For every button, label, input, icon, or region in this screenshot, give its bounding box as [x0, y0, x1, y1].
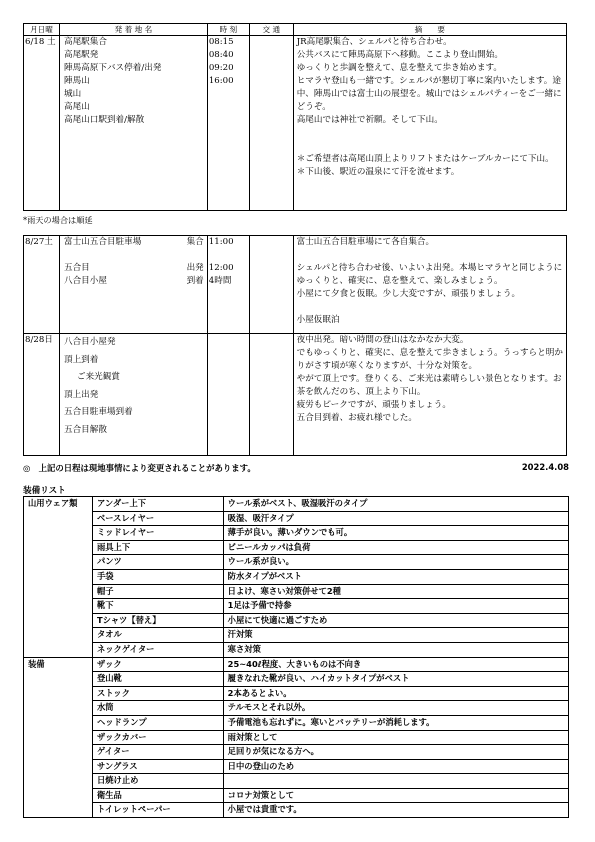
remark-spacer	[297, 127, 564, 153]
notice-text: ◎ 上記の日程は現地事情により変更されることがあります。	[23, 463, 256, 473]
place-item: 高尾駅集合	[63, 37, 107, 47]
equipment-item-note: テルモスとそれ以外。	[223, 701, 568, 716]
rain-note: *雨天の場合は順延	[23, 215, 93, 225]
equipment-item-note: 予備電池も忘れずに。寒いとバッテリーが消耗します。	[223, 715, 568, 730]
place-item	[64, 236, 207, 249]
equipment-item-name: ゲイター	[92, 745, 223, 760]
equipment-row	[24, 628, 569, 643]
equipment-item-name: 衛生品	[92, 788, 223, 803]
equipment-item-note: 足回りが気になる方へ。	[223, 745, 568, 760]
remark-line: ＊ご希望者は高尾山頂上よりリフトまたはケーブルカーにて下山。	[296, 154, 554, 164]
place-item: 五合目駐車場到着	[63, 407, 133, 417]
equipment-list-title: 装備リスト	[23, 486, 66, 496]
place-item: 五合目解散	[63, 424, 107, 435]
header-place: 発 着 地 名	[59, 24, 207, 36]
remark-line: 公共バスにて陣馬高原下へ移動。ここより登山開始。	[296, 50, 503, 60]
equipment-item-note: コロナ対策として	[223, 788, 568, 803]
equipment-table	[23, 496, 569, 818]
schedule-day-row	[24, 236, 567, 334]
equipment-item-note: ウール系がベスト、吸湿吸汗のタイプ	[223, 497, 568, 512]
equipment-item-note: ビニールカッパは負荷	[223, 540, 568, 555]
equipment-row	[24, 657, 569, 672]
time-item: 08:15	[208, 37, 234, 47]
equipment-row	[24, 803, 569, 818]
schedule-change-notice	[23, 462, 569, 474]
equipment-category: 山用ウェア類	[24, 497, 93, 658]
transport-cell	[249, 236, 293, 334]
equipment-item-note: 25~40ℓ程度、大きいものは不向き	[223, 657, 568, 672]
equipment-item-note: 防水タイプがベスト	[223, 569, 568, 584]
equipment-item-name: 水筒	[92, 701, 223, 716]
place-name: 八合目小屋	[63, 276, 107, 286]
remark-line: 富士山五合目駐車場にて各自集合。	[296, 237, 435, 247]
remark-line: 夜中出発。暗い時間の登山はなかなか大変。	[296, 335, 469, 345]
equipment-item-note: 雨対策として	[223, 730, 568, 745]
equipment-row	[24, 526, 569, 541]
place-item: 高尾駅発	[63, 50, 99, 60]
equipment-row	[24, 701, 569, 716]
time-cell	[207, 334, 249, 456]
equipment-item-name: Tシャツ【替え】	[92, 613, 223, 628]
equipment-item-note: 吸湿、吸汗タイプ	[223, 511, 568, 526]
schedule-table-2	[23, 235, 567, 456]
schedule-day-row	[24, 334, 567, 456]
remark-line: 小屋仮眠泊	[296, 315, 340, 325]
remark-line: ＊下山後、駅近の温泉にて汗を流せます。	[296, 167, 460, 177]
equipment-row	[24, 686, 569, 701]
equipment-item-name: 日焼け止め	[92, 774, 223, 789]
equipment-item-name: 帽子	[92, 584, 223, 599]
place-action: 出発	[186, 263, 204, 273]
place-item: 頂上到着	[63, 354, 99, 365]
time-item: 16:00	[208, 76, 234, 86]
schedule-day-row	[24, 36, 567, 211]
equipment-row	[24, 715, 569, 730]
equipment-item-name: ザックカバー	[92, 730, 223, 745]
remark-line: 疲労もピークですが、頑張りましょう。	[296, 400, 451, 410]
equipment-item-name: 手袋	[92, 569, 223, 584]
equipment-row	[24, 730, 569, 745]
time-item: 08:40	[208, 50, 234, 60]
equipment-item-name: ストック	[92, 686, 223, 701]
remark-line: 五合目到着、お疲れ様でした。	[296, 413, 417, 423]
time-item: 4時間	[208, 276, 232, 286]
equipment-item-name: ザック	[92, 657, 223, 672]
equipment-item-name: ヘッドランプ	[92, 715, 223, 730]
equipment-row	[24, 672, 569, 687]
place-item: 陣馬高原下バス停着/出発	[63, 63, 162, 73]
place-item	[64, 275, 207, 288]
remark-spacer	[297, 249, 564, 262]
equipment-item-name: パンツ	[92, 555, 223, 570]
equipment-category: 装備	[24, 657, 93, 818]
place-spacer	[64, 249, 207, 262]
equipment-row	[24, 599, 569, 614]
equipment-item-name: ミッドレイヤー	[92, 526, 223, 541]
equipment-row	[24, 613, 569, 628]
equipment-row	[24, 497, 569, 512]
equipment-row	[24, 584, 569, 599]
equipment-item-note: 小屋にて快適に過ごすため	[223, 613, 568, 628]
equipment-row	[24, 788, 569, 803]
transport-cell	[249, 36, 293, 211]
equipment-item-name: サングラス	[92, 759, 223, 774]
schedule-table-1	[23, 23, 567, 211]
place-item: 陣馬山	[63, 76, 90, 86]
equipment-item-name: トイレットペーパー	[92, 803, 223, 818]
header-remarks: 摘 要	[293, 24, 566, 36]
equipment-item-note: 日よけ、寒さい対策併せて2種	[223, 584, 568, 599]
day-date: 8/28日	[25, 335, 53, 345]
equipment-row	[24, 555, 569, 570]
equipment-row	[24, 759, 569, 774]
equipment-row	[24, 540, 569, 555]
equipment-item-name: アンダー上下	[92, 497, 223, 512]
place-item: 高尾山	[63, 102, 90, 112]
place-item	[64, 262, 207, 275]
equipment-item-note: 汗対策	[223, 628, 568, 643]
place-item: 八合目小屋発	[63, 337, 116, 347]
equipment-item-note: ウール系が良い。	[223, 555, 568, 570]
place-action: 到着	[186, 276, 204, 286]
remark-line: ヒマラヤ登山も一緒です。シェルパが懇切丁寧に案内いたします。途中、陣馬山では富士山の展望を。城山ではシェルパティーをご一緒にどうぞ。	[296, 76, 562, 112]
day-date: 6/18 土	[25, 37, 56, 47]
document-date: 2022.4.08	[521, 462, 569, 472]
day-date: 8/27土	[25, 237, 53, 247]
remark-line: やがて頂上です。登りくる、ご来光は素晴らしい景色となります。お茶を飲んだのち、頂上より下山。	[296, 374, 562, 397]
place-item: 高尾山口駅到着/解散	[63, 115, 145, 125]
equipment-item-name: ネックゲイター	[92, 642, 223, 657]
equipment-item-note: 2本あるとよい。	[223, 686, 568, 701]
equipment-item-name: タオル	[92, 628, 223, 643]
equipment-item-note: 小屋では貴重です。	[223, 803, 568, 818]
equipment-item-note: 薄手が良い。薄いダウンでも可。	[223, 526, 568, 541]
time-item: 12:00	[208, 263, 234, 273]
equipment-row	[24, 511, 569, 526]
header-time: 時 刻	[207, 24, 249, 36]
place-item: 頂上出発	[63, 389, 99, 400]
time-item	[209, 249, 249, 262]
equipment-item-note: 1足は予備で持参	[223, 599, 568, 614]
remark-line: JR高尾駅集合、シェルパと待ち合わせ。	[296, 37, 452, 47]
place-item: ご来光観賞	[76, 372, 120, 382]
table-header-row	[24, 24, 567, 36]
equipment-row	[24, 642, 569, 657]
equipment-row	[24, 745, 569, 760]
equipment-item-name: 登山靴	[92, 672, 223, 687]
place-name: 富士山五合目駐車場	[63, 237, 142, 247]
equipment-row	[24, 569, 569, 584]
time-item: 09:20	[208, 63, 234, 73]
equipment-item-name: 雨具上下	[92, 540, 223, 555]
remark-spacer	[297, 301, 564, 314]
equipment-item-note: 履きなれた靴が良い、ハイカットタイプがベスト	[223, 672, 568, 687]
remark-line: でもゆっくりと、確実に、息を整えて歩きましょう。うっすらと明かりがさす頃が寒くなりますが、十分な対策を。	[296, 348, 563, 371]
equipment-item-note: 日中の登山のため	[223, 759, 568, 774]
remark-line: 小屋にて夕食と仮眠。少し大変ですが、頑張りましょう。	[296, 289, 521, 299]
equipment-item-note: 寒さ対策	[223, 642, 568, 657]
remark-line: 高尾山では神社で祈願。そして下山。	[296, 115, 443, 125]
remark-line: ゆっくりと歩調を整えて、息を整えて歩き始めます。	[296, 63, 502, 73]
equipment-row	[24, 774, 569, 789]
place-item: 城山	[63, 89, 82, 99]
equipment-item-name: 靴下	[92, 599, 223, 614]
place-name: 五合目	[63, 263, 90, 273]
equipment-item-name: ベースレイヤー	[92, 511, 223, 526]
header-date: 月日曜	[24, 24, 60, 36]
place-action: 集合	[186, 237, 204, 247]
remark-line: シェルパと待ち合わせ後、いよいよ出発。本場ヒマラヤと同じようにゆっくりと、確実に、息を整えて、楽しみましょう。	[296, 263, 563, 286]
header-transport: 交 通	[249, 24, 293, 36]
equipment-item-note	[223, 774, 568, 789]
time-item: 11:00	[208, 237, 234, 247]
transport-cell	[249, 334, 293, 456]
